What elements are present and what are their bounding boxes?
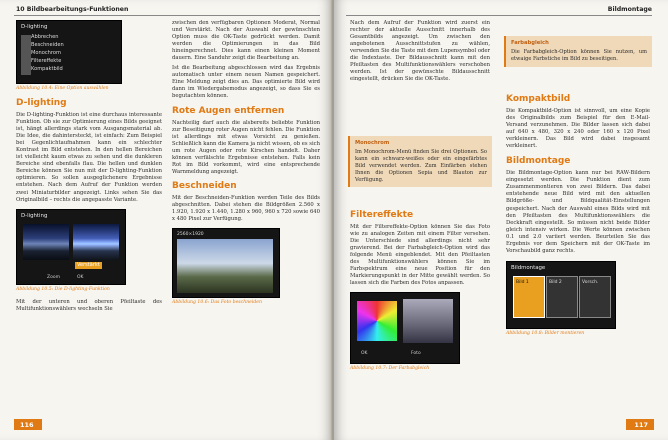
fig5-strength-button: Verstärkt xyxy=(77,261,100,268)
fig7-photo-preview xyxy=(403,299,453,343)
monochrom-box-text: Im Monochrom-Menü finden Sie drei Optionen. So kann ein schwarz-weißes oder ein eingefärbtes Bild verwendet werden. Zum Einfärben stehen Ihnen die Optionen Sepia und Blauton zur Verfügung. xyxy=(355,148,487,183)
fig6-size-label: 2560×1920 xyxy=(177,232,204,238)
fig8-screen-title: Bildmontage xyxy=(511,264,546,271)
fig7-photo-label: Foto xyxy=(411,351,421,357)
farbabgleich-box-text: Die Farbabgleich-Option können Sie nutzen, um etwaige Farbstiche im Bild zu beseitigen. xyxy=(511,48,647,62)
fig5-ok-label: OK xyxy=(77,274,84,280)
fig5-screen-title: D-lighting xyxy=(21,212,48,219)
figure-10-7-screen xyxy=(350,292,460,364)
col2-text-2: Ist die Bearbeitung abgeschlossen wird das Ergebnis automatisch unter einem neuen Namen gespeichert. Eine Meldung zeigt dies an. Das optimierte Bild wird dann im Wiedergabemodus angezeigt, so dass Sie es begutachten können. xyxy=(172,65,320,100)
fig4-menu-item-4: Kompaktbild xyxy=(31,66,63,72)
left-column-1 xyxy=(16,20,162,313)
redeye-text: Nachteilig darf auch die alsbereits beliebte Funktion zur Beseitigung roter Augen nicht fehlen. Die Funktion ist allerdings mit etwas Vorsicht zu genießen. Schließlich kann die Kamera ja nicht wissen, ob es sich um rote Augen oder rote Kirschen handelt. Daher können verfälschte Ergebnisse entstehen. Falls kein Rot im Bild vorkommt, wird eine entsprechende Warnmeldung angezeigt. xyxy=(172,119,320,175)
fig8-slot-3-label: Vorsch. xyxy=(582,279,599,285)
figure-10-5-screen xyxy=(16,209,126,285)
fig4-menu-item-2: Monochrom xyxy=(31,50,61,56)
montage-text: Die Bildmontage-Option kann nur bei RAW-Bildern eingesetzt werden. Die Funktion dient zum Zusammenmontieren von zwei Bildern. Das dabei entstehende neue Bild wird mit den aktuellen Bildgröße- und Bildqualität-Einstellungen gespeichert. Nach der Auswahl eines Bilds wird mit den Pfeiltasten des Multifunktionswählers die Deckkraft eingestellt. So müssen nicht beide Bilder gleich intensiv wirken. Die Werte können zwischen 0.1 und 2.0 variiert werden. Beurteilen Sie das Ergebnis vor dem Speichern mit der OK-Taste im Vorschaubild ganz rechts. xyxy=(506,170,650,254)
right-header-rule xyxy=(346,15,652,16)
left-bottom-text: Mit der unteren und oberen Pfeiltaste des Multifunktionswählers wechseln Sie xyxy=(16,298,162,312)
fig7-color-wheel xyxy=(357,301,397,341)
fig7-caption: Abbildung 10.7: Der Farbabgleich xyxy=(350,366,430,372)
left-header-rule xyxy=(14,15,320,16)
fig6-photo xyxy=(177,239,273,293)
figure-10-4-screen xyxy=(16,20,122,84)
monochrom-box-title: Monochrom xyxy=(355,140,390,146)
fig5-caption: Abbildung 10.5: Die D-lighting-Funktion xyxy=(16,286,110,292)
fig8-slot-1 xyxy=(513,276,545,318)
fig8-caption: Abbildung 10.8: Bilder montieren xyxy=(506,330,585,336)
dlighting-heading: D-lighting xyxy=(16,98,67,108)
filter-heading: Filtereffekte xyxy=(350,210,414,220)
fig4-sidebar-icons xyxy=(21,35,31,75)
fig5-zoom-label: Zoom xyxy=(47,274,60,280)
fig4-caption: Abbildung 10.4: Eine Option auswählen xyxy=(16,86,109,91)
right-column-1 xyxy=(350,20,490,83)
fig6-caption: Abbildung 10.6: Das Foto beschneiden xyxy=(172,300,262,306)
right-col1-text: Nach dem Aufruf der Funktion wird zuerst ein rechter der aktuelle Ausschnitt innerhalb des Gesamtbilds angezeigt. Um zwischen den angebotenen Ausschnittstufen zu wählen, verwenden Sie die Taste mit dem Lupensymbol oder die Indextaste. Der Bildausschnitt kann mit den Pfeiltasten des Multifunktionswählers verschoben werden. Ist der gewünschte Bildausschnitt eingestellt, drücken Sie die OK-Taste. xyxy=(350,20,490,83)
farbabgleich-box xyxy=(504,36,652,67)
fig5-adjusted-thumb xyxy=(73,224,119,260)
montage-heading: Bildmontage xyxy=(506,156,571,167)
figure-10-6-screen xyxy=(172,228,280,298)
fig7-ok-label: OK xyxy=(361,351,368,357)
left-column-2 xyxy=(172,20,320,312)
col2-text-1: zwischen den verfügbaren Optionen Moderat, Normal und Verstärkt. Nach der Auswahl der gewünschten Option muss die OK-Taste gedrückt werden. Damit werden die Optimierungen in das Bild hineingerechnet. Dies kann einen kleinen Moment dauern. Eine Sanduhr zeigt die Bearbeitung an. xyxy=(172,20,320,62)
fig4-screen-title: D-lighting xyxy=(21,24,48,30)
kompakt-heading: Kompaktbild xyxy=(506,94,571,104)
fig8-slot-3 xyxy=(579,276,611,318)
fig4-menu-item-3: Filtereffekte xyxy=(31,58,62,64)
left-page xyxy=(0,0,332,440)
crop-heading: Beschneiden xyxy=(172,180,237,191)
figure-10-8-screen xyxy=(506,261,616,329)
filter-text: Mit der Filtereffekte-Option können Sie das Foto wie zu analogen Zeiten mit einem Filter versehen. Die Unterschiede sind allerdings nicht sehr gravierend. Bei der Farbabgleich-Option wird das folgende Menü eingeblendet. Mit den Pfeiltasten des Multifunktionswählers können Sie im Farbspektrum eine neue Position für den Markierungspunkt in der Mitte gewählt werden. So lassen sich die Farben des Fotos anpassen. xyxy=(350,224,490,287)
fig8-slot-2 xyxy=(546,276,578,318)
fig8-slot-2-label: Bild 2 xyxy=(549,279,562,285)
right-page-number: 117 xyxy=(634,421,648,429)
fig4-menu-item-1: Beschneiden xyxy=(31,42,64,48)
right-column-2 xyxy=(506,94,650,343)
left-running-head: 10 Bildbearbeitungs-Funktionen xyxy=(16,6,129,13)
monochrom-box xyxy=(348,136,492,187)
right-column-1-lower xyxy=(350,210,490,378)
fig4-menu-item-0: Abbrechen xyxy=(31,34,59,40)
right-running-head: Bildmontage xyxy=(607,6,652,13)
redeye-heading: Rote Augen entfernen xyxy=(172,105,285,116)
farbabgleich-box-title: Farbabgleich xyxy=(511,40,549,46)
fig8-slot-1-label: Bild 1 xyxy=(516,279,529,285)
left-page-number: 116 xyxy=(20,421,34,429)
crop-text: Mit der Beschneiden-Funktion werden Teile des Bilds abgeschnitten. Dabei stehen die Bildgrößen 2.560 x 1.920, 1.920 x 1.440, 1.280 x 960, 960 x 720 sowie 640 x 480 Pixel zur Verfügung. xyxy=(172,194,320,223)
right-page xyxy=(334,0,668,440)
kompakt-text: Die Kompaktbild-Option ist sinnvoll, um eine Kopie des Originalbilds zum Beispiel für den E-Mail-Versand verzunehmen. Die Bilder lassen sich dabei auf 640 x 480, 320 x 240 oder 160 x 120 Pixel verkleinern. Das Bild wird dabei insgesamt verkleinert. xyxy=(506,108,650,150)
fig5-original-thumb xyxy=(23,224,69,260)
dlighting-text: Die D-lighting-Funktion ist eine durchaus interessante Funktion. Ob sie zur Optimierung eines Bilds geeignet ist, hängt allerdings stark vom Ausgangsmaterial ab. Die Idee, die dahintersteckt, ist einfach: Zum Beispiel bei Gegenlichtaufnahmen kann ein schlechter Kontrast im Bild entstehen. In den hellen Bereichen ist vielleicht kaum etwas zu sehen und die dunkleren Bereiche sind ebenfalls flau. Die hellen und dunklen Bereiche können Sie nun mit der D-lighting-Funktion optimieren. So sollen ausgeglichenere Ergebnisse entstehen. Nach dem Aufruf der Funktion werden zwei Miniaturbilder angezeigt. Links sehen Sie das Originalbild – rechts die angepasste Variante. xyxy=(16,112,162,203)
